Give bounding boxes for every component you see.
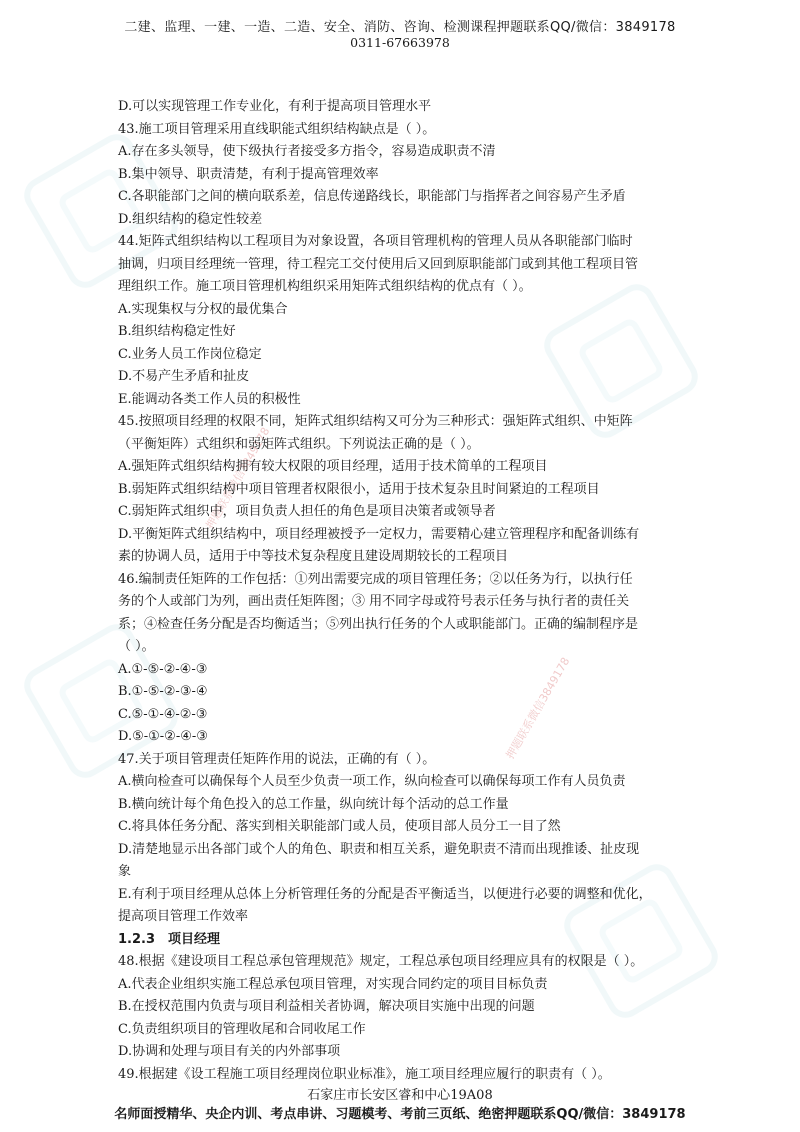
watermark-stamp: 押题联系微信3849178 xyxy=(203,425,273,532)
text-line: 理组织工作。施工项目管理机构组织采用矩阵式组织结构的优点有（ ）。 xyxy=(118,279,532,294)
option-line: A.强矩阵式组织结构拥有较大权限的项目经理，适用于技术简单的工程项目 xyxy=(118,459,548,474)
option-line: A.①-⑤-②-④-③ xyxy=(118,661,208,677)
option-line: E.有利于项目经理从总体上分析管理任务的分配是否平衡适当，以便进行必要的调整和优化， xyxy=(118,886,652,902)
section-title: 1.2.3 项目经理 xyxy=(118,931,221,947)
watermark-stamp: 押题联系微信3849178 xyxy=(503,655,573,762)
option-line: D.组织结构的稳定性较差 xyxy=(118,211,263,227)
text-line: 抽调，归项目经理统一管理，待工程完工交付使用后又回到原职能部门或到其他工程项目管 xyxy=(118,256,639,272)
text-line: （ ）。 xyxy=(118,639,155,654)
text-line: 素的协调人员，适用于中等技术复杂程度且建设周期较长的工程项目 xyxy=(118,549,509,564)
option-line: A.代表企业组织实施工程总承包项目管理，对实现合同约定的项目目标负责 xyxy=(118,976,548,992)
option-line: C.将具体任务分配、落实到相关职能部门或人员，使项目部人员分工一目了然 xyxy=(118,819,561,834)
option-line: C.弱矩阵式组织中，项目负责人担任的角色是项目决策者或领导者 xyxy=(118,504,496,519)
option-line: C.负责组织项目的管理收尾和合同收尾工作 xyxy=(118,1021,366,1037)
question-46: 46.编制责任矩阵的工作包括：①列出需要完成的项目管理任务；②以任务为行，以执行任 xyxy=(118,571,633,587)
page-footer-contact: 名师面授精华、央企内训、考点串讲、习题模考、考前三页纸、绝密押题联系QQ/微信：3849178 xyxy=(114,1107,686,1122)
option-line: C.各职能部门之间的横向联系差，信息传递路线长，职能部门与指挥者之间容易产生矛盾 xyxy=(118,189,626,204)
text-line: 务的个人或部门为列，画出责任矩阵图；③ 用不同字母或符号表示任务与执行者的责任关 xyxy=(118,594,630,609)
option-line: A.存在多头领导，使下级执行者接受多方指令，容易造成职责不清 xyxy=(118,144,496,159)
option-line: C.⑤-①-④-②-③ xyxy=(118,706,208,722)
option-line: B.横向统计每个角色投入的总工作量，纵向统计每个活动的总工作量 xyxy=(118,796,509,812)
option-line: D.不易产生矛盾和扯皮 xyxy=(118,369,250,384)
page-header-phone: 0311-67663978 xyxy=(350,35,450,50)
option-line: D.清楚地显示出各部门或个人的角色、职责和相互关系，避免职责不清而出现推诿、扯皮现 xyxy=(118,841,640,857)
question-44: 44.矩阵式组织结构以工程项目为对象设置，各项目管理机构的管理人员从各职能部门临时 xyxy=(118,234,633,249)
question-47: 47.关于项目管理责任矩阵作用的说法，正确的有（ ）。 xyxy=(118,751,436,767)
text-line: D.可以实现管理工作专业化，有利于提高项目管理水平 xyxy=(118,99,432,114)
option-line: B.①-⑤-②-③-④ xyxy=(118,684,208,699)
text-line: （平衡矩阵）式组织和弱矩阵式组织。下列说法正确的是（ ）。 xyxy=(118,436,480,452)
question-48: 48.根据《建设项目工程总承包管理规范》规定，工程总承包项目经理应具有的权限是（ ）。 xyxy=(118,954,644,969)
option-line: E.能调动各类工作人员的积极性 xyxy=(118,391,301,407)
option-line: B.弱矩阵式组织结构中项目管理者权限很小，适用于技术复杂且时间紧迫的工程项目 xyxy=(118,481,600,497)
text-line: 提高项目管理工作效率 xyxy=(118,909,249,924)
text-line: 象 xyxy=(118,864,132,879)
page-header-contact: 二建、监理、一建、一造、二造、安全、消防、咨询、检测课程押题联系QQ/微信：3849178 xyxy=(124,20,676,35)
option-line: C.业务人员工作岗位稳定 xyxy=(118,346,262,362)
option-line: B.集中领导、职责清楚，有利于提高管理效率 xyxy=(118,166,379,182)
option-line: A.横向检查可以确保每个人员至少负责一项工作，纵向检查可以确保每项工作有人员负责 xyxy=(118,774,626,789)
option-line: D.⑤-①-②-④-③ xyxy=(118,729,208,744)
option-line: B.组织结构稳定性好 xyxy=(118,324,236,339)
question-43: 43.施工项目管理采用直线职能式组织结构缺点是（ ）。 xyxy=(118,121,436,137)
question-45: 45.按照项目经理的权限不同，矩阵式组织结构又可分为三种形式：强矩阵式组织、中矩阵 xyxy=(118,414,633,429)
document-body xyxy=(118,96,688,1086)
option-line: D.平衡矩阵式组织结构中，项目经理被授予一定权力，需要精心建立管理程序和配备训练有 xyxy=(118,526,640,542)
text-line: 系；④检查任务分配是否均衡适当；⑤列出执行任务的个人或职能部门。正确的编制程序是 xyxy=(118,616,639,632)
option-line: D.协调和处理与项目有关的内外部事项 xyxy=(118,1044,341,1059)
page-footer-address: 石家庄市长安区睿和中心19A08 xyxy=(307,1088,493,1103)
question-49: 49.根据建《设工程施工项目经理岗位职业标准》，施工项目经理应履行的职责有（ ）。 xyxy=(118,1066,611,1082)
option-line: A.实现集权与分权的最优集合 xyxy=(118,301,288,317)
option-line: B.在授权范围内负责与项目利益相关者协调，解决项目实施中出现的问题 xyxy=(118,999,535,1014)
